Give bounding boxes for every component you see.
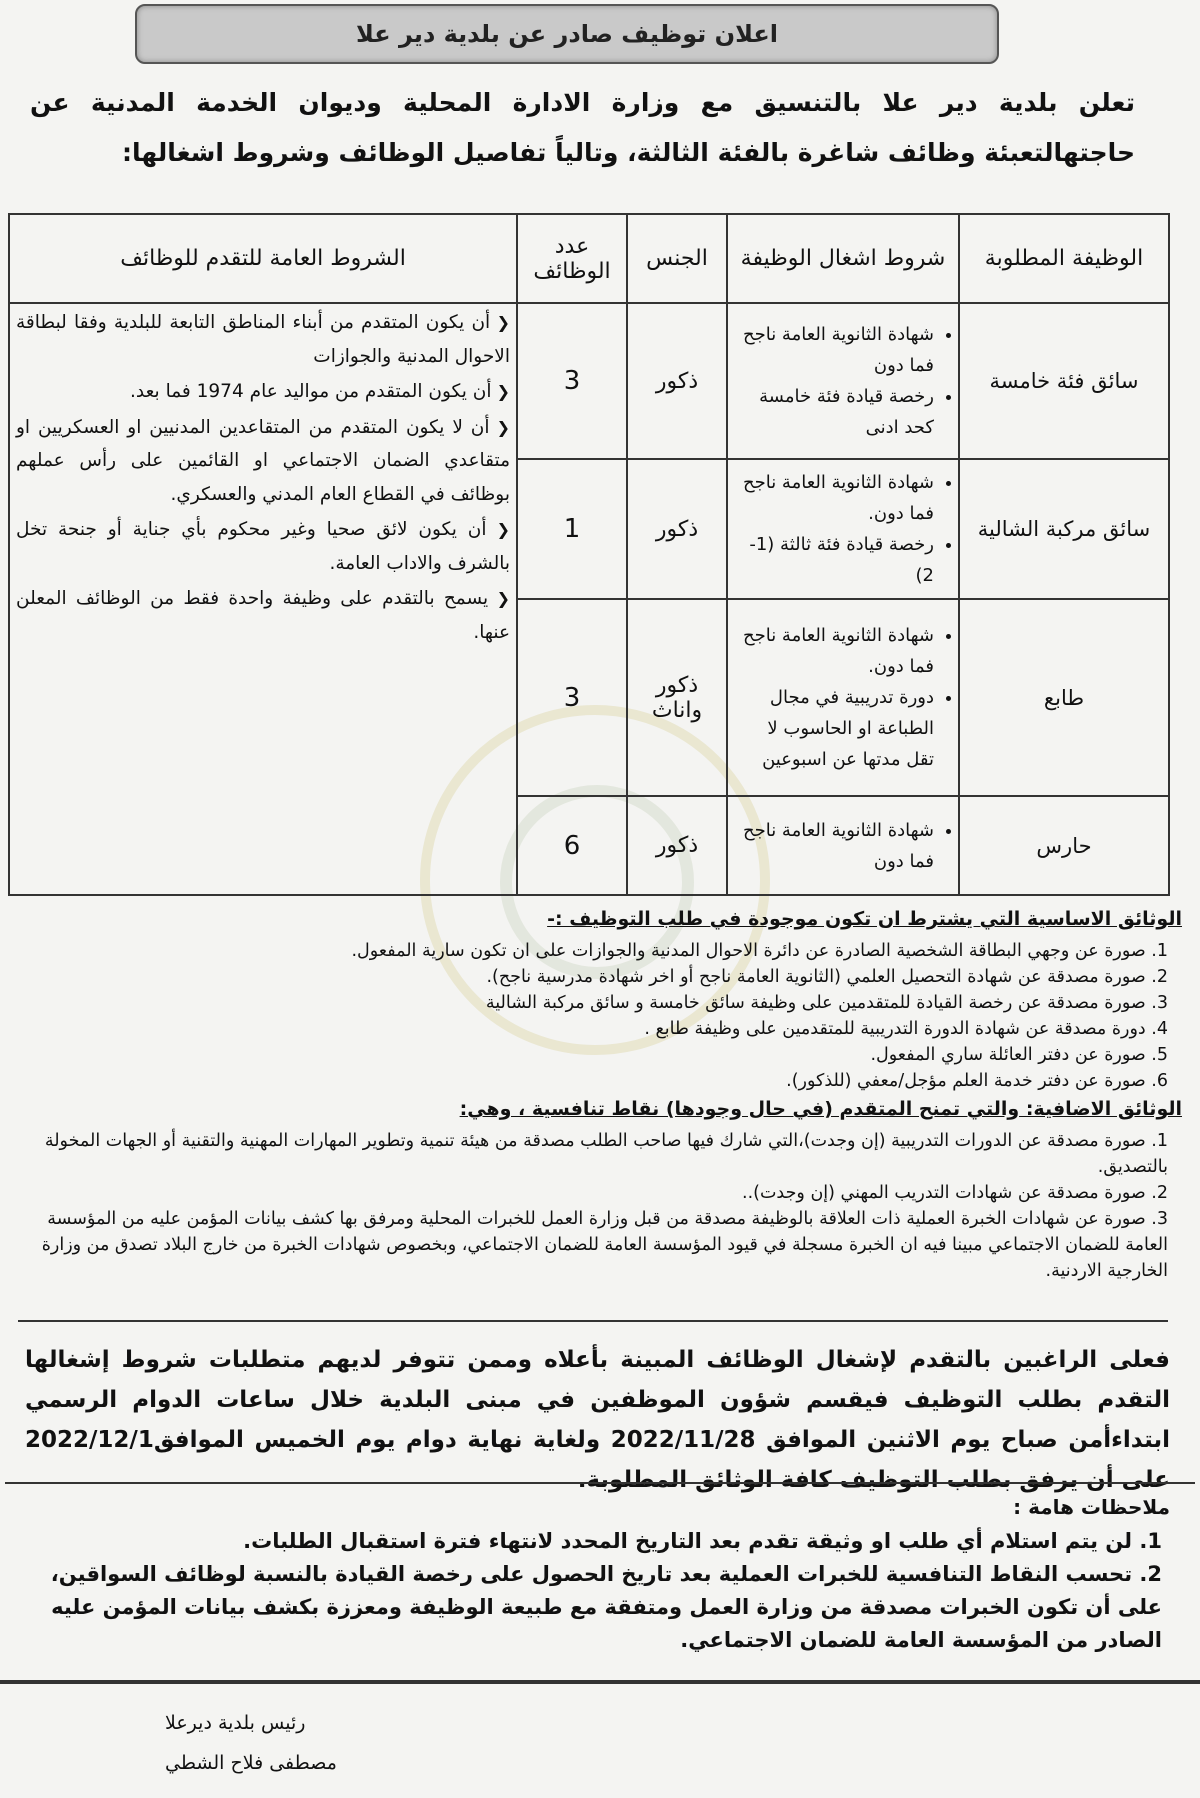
job-count: 1	[517, 459, 627, 599]
page-title: اعلان توظيف صادر عن بلدية دير علا	[135, 4, 999, 64]
divider	[0, 1680, 1200, 1684]
header-general: الشروط العامة للتقدم للوظائف	[9, 214, 517, 303]
list-item: 1. صورة عن وجهي البطاقة الشخصية الصادرة عن دائرة الاحوال المدنية والجوازات على ان تكون سارية المفعول.	[351, 941, 1168, 961]
condition-item: • شهادة الثانوية العامة ناجح فما دون.	[734, 620, 934, 682]
job-conditions	[727, 459, 959, 599]
table-row	[9, 303, 1169, 459]
job-count: 3	[517, 599, 627, 796]
notes-title: ملاحظات هامة :	[1013, 1495, 1170, 1519]
application-instructions: فعلى الراغبين بالتقدم لإشغال الوظائف المبينة بأعلاه وممن تتوفر لديهم متطلبات شروط إشغالها التقدم بطلب التوظيف فيقسم شؤون الموظفين في مبنى البلدية خلال ساعات الدوام الرسمي ابتداءأمن صباح يوم الاثنين الموافق 2022/11/28 ولغاية نهاية دوام يوم الخميس الموافق2022/12/1 على أن يرفق بطلب التوظيف كافة الوثائق المطلوبة.	[25, 1347, 1170, 1493]
general-condition-item: ❮ أن يكون لائق صحيا وغير محكوم بأي جناية أو جنحة تخل بالشرف والاداب العامة.	[16, 519, 511, 574]
job-count: 6	[517, 796, 627, 895]
job-conditions	[727, 599, 959, 796]
header-count: عدد الوظائف	[517, 214, 627, 303]
header-job: الوظيفة المطلوبة	[959, 214, 1169, 303]
job-name: طابع	[959, 599, 1169, 796]
list-item: 3. صورة مصدقة عن رخصة القيادة للمتقدمين على وظيفة سائق خامسة و سائق مركبة الشالية	[485, 993, 1168, 1013]
list-item: 1. لن يتم استلام أي طلب او وثيقة تقدم بعد التاريخ المحدد لانتهاء فترة استقبال الطلبات.	[243, 1529, 1162, 1553]
extra-docs-title: الوثائق الاضافية: والتي تمنح المتقدم (في حال وجودها) نقاط تنافسية ، وهي:	[459, 1098, 1182, 1120]
job-gender: ذكور	[627, 796, 727, 895]
divider	[5, 1482, 1195, 1484]
list-item: 2. صورة مصدقة عن شهادة التحصيل العلمي (الثانوية العامة ناجح أو اخر شهادة مدرسية ناجح).	[486, 967, 1168, 987]
intro-paragraph: تعلن بلدية دير علا بالتنسيق مع وزارة الادارة المحلية وديوان الخدمة المدنية عن حاجتهالتعبئة وظائف شاغرة بالفئة الثالثة، وتالياً تفاصيل الوظائف وشروط اشغالها:	[30, 88, 1135, 167]
general-condition-item: ❮ أن لا يكون المتقدم من المتقاعدين المدنيين او العسكريين او متقاعدي الضمان الاجتماعي او القائمين على رأس عملهم بوظائف في القطاع العام المدني والعسكري.	[16, 416, 510, 505]
job-gender: ذكور	[627, 303, 727, 459]
job-name: سائق فئة خامسة	[959, 303, 1169, 459]
notes-list	[12, 1525, 1162, 1657]
header-conditions: شروط اشغال الوظيفة	[727, 214, 959, 303]
job-name: حارس	[959, 796, 1169, 895]
condition-item: • شهادة الثانوية العامة ناجح فما دون	[734, 815, 934, 877]
job-conditions	[727, 796, 959, 895]
list-item: 4. دورة مصدقة عن شهادة الدورة التدريبية للمتقدمين على وظيفة طابع .	[644, 1019, 1168, 1039]
list-item: 5. صورة عن دفتر العائلة ساري المفعول.	[870, 1045, 1168, 1065]
job-name: سائق مركبة الشالية	[959, 459, 1169, 599]
job-conditions	[727, 303, 959, 459]
basic-docs-list	[18, 938, 1168, 1094]
table-header-row	[9, 214, 1169, 303]
job-gender: ذكور واناث	[627, 599, 727, 796]
general-condition-item: ❮ أن يكون المتقدم من مواليد عام 1974 فما بعد.	[130, 381, 510, 403]
signature-name: مصطفى فلاح الشطي	[165, 1752, 337, 1774]
condition-item: • شهادة الثانوية العامة ناجح فما دون.	[734, 467, 934, 529]
list-item: 3. صورة عن شهادات الخبرة العملية ذات العلاقة بالوظيفة مصدقة من قبل وزارة العمل للخبرات المحلية ومرفق بها كشف بيانات المؤمن عليه من المؤسسة العامة للضمان الاجتماعي مبينا فيه ان الخبرة مسجلة في قيود المؤسسة العامة للضمان الاجتماعي، وبخصوص شهادات الخبرة من خارج البلاد تصدق من وزارة الخارجية الاردنية.	[41, 1209, 1168, 1281]
condition-item: • رخصة قيادة فئة ثالثة (1-2)	[734, 529, 934, 591]
job-gender: ذكور	[627, 459, 727, 599]
divider	[18, 1320, 1168, 1322]
list-item: 2. صورة مصدقة عن شهادات التدريب المهني (إن وجدت)..	[742, 1183, 1168, 1203]
condition-item: • دورة تدريبية في مجال الطباعة او الحاسوب لا تقل مدتها عن اسبوعين	[734, 682, 934, 775]
signature-title: رئيس بلدية ديرعلا	[165, 1712, 306, 1734]
job-count: 3	[517, 303, 627, 459]
general-condition-item: ❮ يسمح بالتقدم على وظيفة واحدة فقط من الوظائف المعلن عنها.	[16, 588, 510, 643]
list-item: 6. صورة عن دفتر خدمة العلم مؤجل/معفي (للذكور).	[786, 1071, 1168, 1091]
list-item: 1. صورة مصدقة عن الدورات التدريبية (إن وجدت)،التي شارك فيها صاحب الطلب مصدقة من هيئة تنمية وتطوير المهارات المهنية والتقنية أو الجهات المخولة بالتصديق.	[44, 1131, 1168, 1177]
basic-docs-title: الوثائق الاساسية التي يشترط ان تكون موجودة في طلب التوظيف :-	[547, 908, 1182, 930]
header-gender: الجنس	[627, 214, 727, 303]
general-conditions	[9, 303, 517, 895]
condition-item: • رخصة قيادة فئة خامسة كحد ادنى	[734, 381, 934, 443]
extra-docs-list	[18, 1128, 1168, 1284]
general-condition-item: ❮ أن يكون المتقدم من أبناء المناطق التابعة للبلدية وفقا لبطاقة الاحوال المدنية والجوازات	[16, 312, 510, 367]
list-item: 2. تحسب النقاط التنافسية للخبرات العملية بعد تاريخ الحصول على رخصة القيادة بالنسبة لوظائف السواقين، على أن تكون الخبرات مصدقة من وزارة العمل ومتفقة مع طبيعة الوظيفة ومعززة بكشف بيانات المؤمن عليه الصادر من المؤسسة العامة للضمان الاجتماعي.	[50, 1562, 1162, 1652]
condition-item: • شهادة الثانوية العامة ناجح فما دون	[734, 319, 934, 381]
jobs-table	[8, 213, 1170, 896]
